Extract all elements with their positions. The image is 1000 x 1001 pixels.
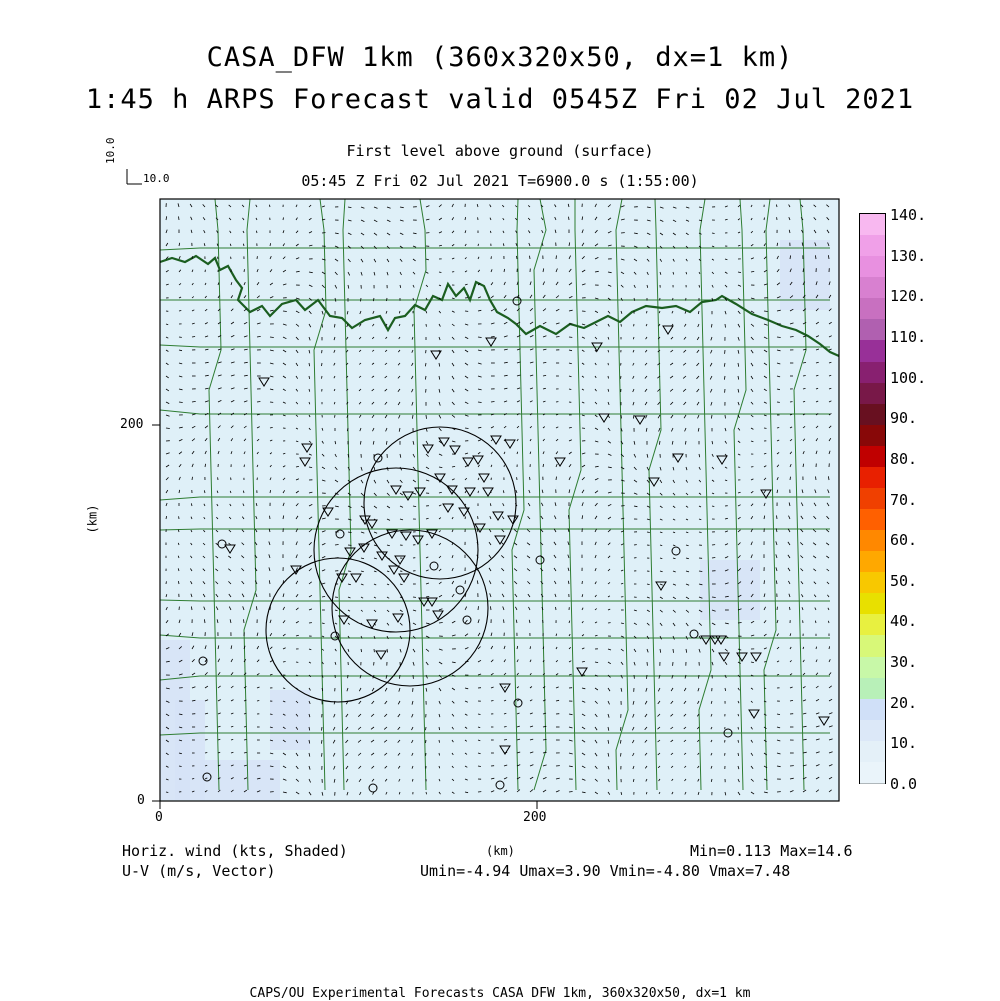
wind-vector xyxy=(738,623,742,624)
wind-vector xyxy=(712,506,714,507)
wind-vector xyxy=(764,688,766,689)
colorbar-label: 70. xyxy=(890,491,917,509)
wind-vector xyxy=(478,766,481,767)
colorbar-segment xyxy=(860,720,885,743)
wind-vector xyxy=(803,376,806,377)
wind-vector xyxy=(478,491,479,493)
shading-patch xyxy=(270,690,310,750)
wind-vector xyxy=(712,233,715,234)
wind-vector xyxy=(179,402,183,403)
wind-vector xyxy=(790,337,794,338)
wind-vector xyxy=(699,532,702,533)
wind-vector xyxy=(530,477,531,480)
wind-vector xyxy=(192,337,195,338)
wind-vector xyxy=(439,753,440,756)
credit-line: CAPS/OU Experimental Forecasts CASA DFW 1km, 360x320x50, dx=1 km xyxy=(0,986,1000,1001)
wind-vector xyxy=(816,476,817,480)
wind-vector xyxy=(439,623,443,624)
x-tick-label-0: 0 xyxy=(155,810,163,825)
plot-title-line2: 1:45 h ARPS Forecast valid 0545Z Fri 02 Jul 2021 xyxy=(0,84,1000,115)
colorbar-segment xyxy=(860,425,885,448)
wind-vector xyxy=(647,311,648,313)
colorbar-segment xyxy=(860,699,885,722)
wind-vector xyxy=(257,701,259,702)
colorbar-segment xyxy=(860,383,885,406)
colorbar-segment xyxy=(860,362,885,385)
wind-vector xyxy=(569,389,571,390)
colorbar-segment xyxy=(860,741,885,764)
wind-vector xyxy=(205,753,207,754)
wind-vector xyxy=(257,402,260,403)
level-subtitle: First level above ground (surface) xyxy=(0,142,1000,160)
wind-vector xyxy=(335,415,336,418)
wind-vector xyxy=(621,415,622,418)
colorbar-segment xyxy=(860,446,885,469)
colorbar-segment xyxy=(860,762,885,785)
colorbar-label: 20. xyxy=(890,694,917,712)
wind-vector xyxy=(621,727,622,731)
wind-vector xyxy=(478,714,481,715)
colorbar-label: 130. xyxy=(890,247,926,265)
colorbar-segment xyxy=(860,214,885,237)
colorbar-segment xyxy=(860,593,885,616)
colorbar-segment xyxy=(860,404,885,427)
valid-time-label: 05:45 Z Fri 02 Jul 2021 T=6900.0 s (1:55:00) xyxy=(0,172,1000,190)
colorbar-label: 40. xyxy=(890,612,917,630)
wind-vector xyxy=(777,337,781,338)
colorbar-segment xyxy=(860,488,885,511)
wind-vector xyxy=(244,269,245,272)
shading-patch xyxy=(200,760,280,801)
wind-vector xyxy=(478,337,482,338)
wind-vector xyxy=(283,662,286,663)
wind-vector xyxy=(439,272,441,273)
wind-vector xyxy=(764,218,765,221)
colorbar-label: 30. xyxy=(890,653,917,671)
wind-vector xyxy=(764,580,765,584)
wind-vector xyxy=(673,649,674,653)
wind-vector xyxy=(426,415,427,419)
wind-vector xyxy=(283,688,285,689)
wind-vector xyxy=(491,701,494,702)
wind-vector xyxy=(426,727,427,730)
vector-field-label: U-V (m/s, Vector) xyxy=(122,862,276,880)
wind-vector xyxy=(400,675,401,679)
vector-scale-label: 10.0 xyxy=(143,172,170,185)
colorbar-segment xyxy=(860,319,885,342)
vector-scale-vertical-label: 10.0 xyxy=(104,138,117,165)
wind-vector xyxy=(387,298,388,301)
wind-vector xyxy=(491,402,495,403)
wind-vector xyxy=(647,532,650,533)
wind-vector xyxy=(270,337,274,338)
colorbar-label: 50. xyxy=(890,572,917,590)
uv-range-label: Umin=-4.94 Umax=3.90 Vmin=-4.80 Vmax=7.48 xyxy=(420,862,790,880)
x-tick-label-200: 200 xyxy=(523,810,546,825)
wind-vector xyxy=(556,607,557,610)
wind-vector xyxy=(166,428,170,429)
colorbar-label: 120. xyxy=(890,287,926,305)
colorbar-segment xyxy=(860,298,885,321)
min-max-label: Min=0.113 Max=14.6 xyxy=(690,842,853,860)
wind-vector xyxy=(647,675,648,679)
wind-vector xyxy=(244,740,247,741)
wind-vector xyxy=(478,606,479,610)
wind-vector xyxy=(205,740,208,741)
wind-vector xyxy=(179,311,181,312)
wind-vector xyxy=(322,363,323,366)
wind-vector xyxy=(764,662,767,663)
wind-vector xyxy=(777,515,778,519)
wind-vector xyxy=(673,298,674,300)
wind-vector xyxy=(478,402,482,403)
colorbar-segment xyxy=(860,614,885,637)
colorbar-segment xyxy=(860,635,885,658)
x-axis-label: (km) xyxy=(486,844,515,858)
colorbar-segment xyxy=(860,235,885,258)
colorbar-label: 0.0 xyxy=(890,775,917,793)
wind-vector xyxy=(712,597,716,598)
wind-vector xyxy=(738,740,739,743)
wind-vector xyxy=(556,255,557,259)
colorbar-label: 60. xyxy=(890,531,917,549)
colorbar-segment xyxy=(860,256,885,279)
wind-vector xyxy=(556,477,557,480)
wind-vector xyxy=(192,779,194,780)
wind-vector xyxy=(504,727,507,728)
plot-title-line1: CASA_DFW 1km (360x320x50, dx=1 km) xyxy=(0,42,1000,73)
wind-vector xyxy=(465,580,466,584)
colorbar-segment xyxy=(860,530,885,553)
wind-vector xyxy=(283,311,287,312)
wind-vector xyxy=(569,792,573,793)
wind-vector xyxy=(439,740,440,743)
wind-vector xyxy=(738,727,739,730)
wind-vector xyxy=(621,753,622,757)
colorbar-segment xyxy=(860,572,885,595)
wind-vector xyxy=(504,619,505,623)
y-axis-label: (km) xyxy=(85,505,99,534)
wind-vector xyxy=(712,558,715,559)
colorbar xyxy=(859,213,886,784)
wind-vector xyxy=(608,376,609,379)
y-tick-label-0: 0 xyxy=(137,793,145,808)
colorbar-segment xyxy=(860,277,885,300)
wind-vector xyxy=(244,727,246,728)
wind-vector xyxy=(790,477,791,480)
wind-vector xyxy=(465,517,466,520)
wind-vector xyxy=(244,619,245,623)
wind-vector xyxy=(335,545,339,546)
wind-vector xyxy=(790,607,791,610)
wind-vector xyxy=(699,675,700,679)
wind-vector xyxy=(725,324,726,328)
wind-vector xyxy=(725,415,726,418)
wind-vector xyxy=(478,244,479,246)
colorbar-label: 110. xyxy=(890,328,926,346)
colorbar-segment xyxy=(860,678,885,701)
map-background xyxy=(160,199,839,801)
y-tick-label-200: 200 xyxy=(120,417,143,432)
wind-vector xyxy=(270,516,271,519)
wind-vector xyxy=(764,311,768,312)
wind-vector xyxy=(699,571,702,572)
wind-vector xyxy=(322,727,323,731)
wind-vector xyxy=(426,740,427,743)
colorbar-label: 80. xyxy=(890,450,917,468)
wind-vector xyxy=(361,298,362,301)
wind-vector xyxy=(283,217,284,220)
colorbar-label: 10. xyxy=(890,734,917,752)
wind-vector xyxy=(192,477,193,480)
wind-vector xyxy=(465,428,469,429)
colorbar-segment xyxy=(860,657,885,680)
colorbar-label: 90. xyxy=(890,409,917,427)
colorbar-segment xyxy=(860,340,885,363)
shaded-field-label: Horiz. wind (kts, Shaded) xyxy=(122,842,348,860)
wind-vector xyxy=(517,256,518,259)
colorbar-segment xyxy=(860,509,885,532)
wind-vector xyxy=(322,376,323,379)
wind-vector xyxy=(322,324,323,328)
colorbar-segment xyxy=(860,467,885,490)
wind-vector xyxy=(270,714,273,715)
wind-vector xyxy=(244,465,245,467)
wind-vector xyxy=(179,216,180,220)
wind-vector xyxy=(569,217,570,220)
wind-vector xyxy=(530,256,531,259)
wind-vector xyxy=(322,753,323,757)
colorbar-label: 140. xyxy=(890,206,926,224)
wind-vector xyxy=(621,376,622,379)
wind-vector xyxy=(556,337,560,338)
vector-scale-arrow xyxy=(127,169,142,184)
wind-vector xyxy=(166,792,168,793)
wind-vector xyxy=(777,428,779,429)
wind-vector xyxy=(504,740,507,741)
colorbar-label: 100. xyxy=(890,369,926,387)
wind-vector xyxy=(179,766,182,767)
colorbar-segment xyxy=(860,551,885,574)
